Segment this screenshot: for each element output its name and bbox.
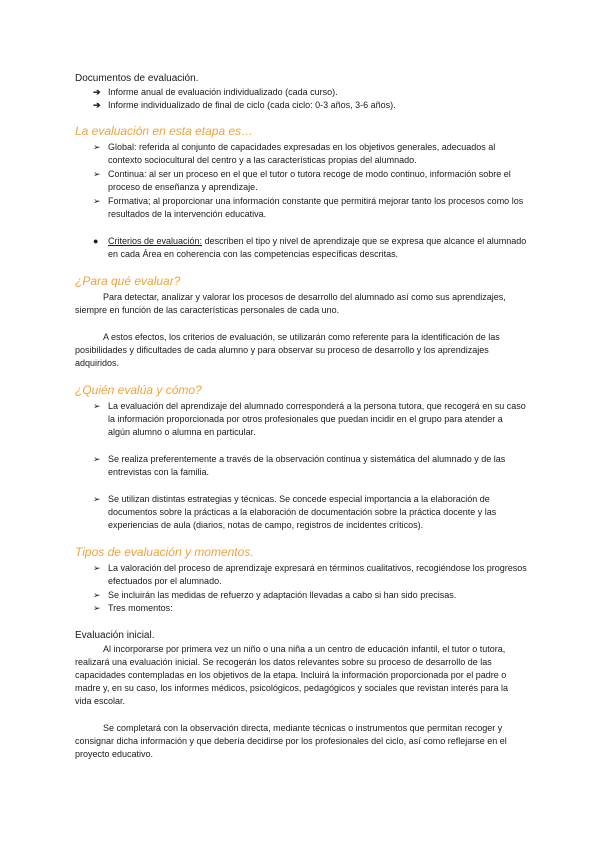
list-item: ➢ La evaluación del aprendizaje del alumnado corresponderá a la persona tutora, que recogerá en su caso la información proporcionada por otros profesionales que puedan incidir en el grupo para atender a algún alumno o alumna en particular. — [93, 401, 526, 437]
chevron-icon: ➢ — [93, 590, 101, 600]
arrow-icon: ➔ — [93, 100, 101, 110]
section-heading: ¿Para qué evaluar? — [75, 274, 181, 288]
list-item: ➢ Se incluirán las medidas de refuerzo y adaptación llevadas a cabo si han sido precisas. — [93, 590, 457, 600]
criterios-item: ● Criterios de evaluación: describen el tipo y nivel de aprendizaje que se expresa que alcance el alumnado en cada Área en coherencia con las competencias específicas descritas. — [93, 236, 527, 259]
paragraph: Se completará con la observación directa, mediante técnicas o instrumentos que permitan recoger y consignar dicha información y que debería decidirse por los profesionales del ciclo, así como reflejarse en el proyecto educativo. — [75, 723, 507, 759]
documentos-heading: Documentos de evaluación. — [75, 73, 199, 84]
section-heading: La evaluación en esta etapa es… — [75, 124, 254, 138]
list-item: ➢ Se realiza preferentemente a través de la observación continua y sistemática del alumnado y de las entrevistas con la familia. — [93, 454, 506, 477]
paragraph: A estos efectos, los criterios de evaluación, se utilizarán como referente para la identificación de las posibilidades y dificultades de cada alumno y para observar su proceso de desarrollo y los aprendizajes adquiridos. — [75, 332, 500, 368]
chevron-icon: ➢ — [93, 603, 101, 613]
chevron-icon: ➢ — [93, 454, 101, 464]
list-item: ➢ Formativa; al proporcionar una información constante que permitirá mejorar tanto los procesos como los resultados de la intervención educativa. — [93, 196, 524, 219]
evaluacion-inicial-heading: Evaluación inicial. — [75, 630, 155, 641]
list-item: ➔ Informe individualizado de final de ciclo (cada ciclo: 0-3 años, 3-6 años). — [93, 100, 396, 110]
list-item: ➢ Continua: al ser un proceso en el que el tutor o tutora recoge de modo continuo, información sobre el proceso de enseñanza y aprendizaje. — [93, 169, 511, 192]
chevron-icon: ➢ — [93, 563, 101, 573]
chevron-icon: ➢ — [93, 401, 101, 411]
chevron-icon: ➢ — [93, 169, 101, 179]
chevron-icon: ➢ — [93, 196, 101, 206]
list-item: ➔ Informe anual de evaluación individualizado (cada curso). — [93, 87, 338, 97]
list-item: ➢ Global: referida al conjunto de capacidades expresadas en los objetivos generales, adecuados al contexto sociocultural del centro y a las características propias del alumnado. — [93, 142, 496, 165]
arrow-icon: ➔ — [93, 87, 101, 97]
list-item: ➢ La valoración del proceso de aprendizaje expresará en términos cualitativos, recogiéndose los progresos efectuados por el alumnado. — [93, 563, 527, 586]
chevron-icon: ➢ — [93, 142, 101, 152]
criterios-label: Criterios de evaluación: — [108, 236, 203, 246]
paragraph: Para detectar, analizar y valorar los procesos de desarrollo del alumnado así como sus aprendizajes, siempre en función de las características personales de cada uno. — [75, 292, 506, 315]
list-item: ➢ Se utilizan distintas estrategias y técnicas. Se concede especial importancia a la elaboración de documentos sobre la prácticas a la elaboración de documentación sobre la práctica docente y las experiencias de aula (diarios, notas de campo, registros de incidentes críticos). — [93, 494, 497, 530]
section-heading: Tipos de evaluación y momentos. — [75, 545, 254, 559]
list-item: ➢ Tres momentos: — [93, 603, 173, 613]
chevron-icon: ➢ — [93, 494, 101, 504]
bullet-icon: ● — [93, 236, 99, 246]
section-heading: ¿Quién evalúa y cómo? — [75, 383, 202, 397]
paragraph: Al incorporarse por primera vez un niño o una niña a un centro de educación infantil, el tutor o tutora, realizará una evaluación inicial. Se recogerán los datos relevantes sobre su proceso de desarrollo de las capacidades contempladas en los objetivos de la etapa. Incluirá la información proporcionada por el padre o madre y, en su caso, los informes médicos, psicológicos, pedagógicos y sociales que revistan interés para la vida escolar. — [75, 644, 509, 706]
